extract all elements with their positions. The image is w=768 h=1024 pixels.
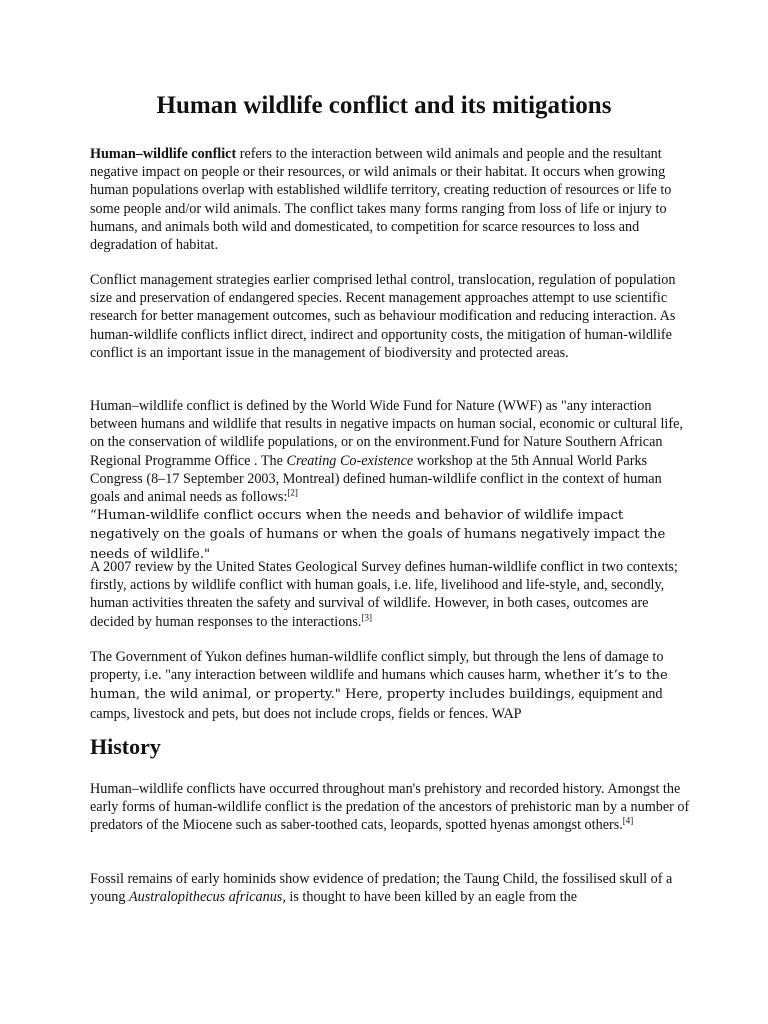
term-bold: Human–wildlife conflict [90, 146, 237, 162]
citation-4: [4] [622, 815, 634, 826]
yukon-paragraph [90, 648, 690, 723]
definition-text-a: Human–wildlife conflict is defined by the World Wide Fund for Nature (WWF) as "any interaction between humans and wildlife that results in negative impacts on human social, economic or cultural life, on the conservation of wildlife populations, or on the environment.Fund for Nature Southern African Regional Programme Office . The [90, 398, 683, 469]
citation-3: [3] [361, 611, 372, 622]
yukon-text-a: The Government of Yukon defines human-wildlife conflict simply, but through the lens of damage to property, i.e. "any interaction between wildlife and humans which causes harm, [90, 649, 664, 684]
species-name: Australopithecus africanus [129, 889, 283, 906]
fossil-paragraph [90, 870, 690, 906]
definition-text-b: workshop at the 5th Annual World Parks Congress (8–17 September 2003, Montreal) defined human-wildlife conflict in the context of human goals and animal needs as follows: [90, 452, 662, 506]
workshop-title: Creating Co-existence [286, 452, 414, 469]
definition-paragraph [90, 397, 690, 564]
fossil-text-b: , is thought to have been killed by an eagle from the [282, 889, 578, 906]
history-text: Human–wildlife conflicts have occurred throughout man's prehistory and recorded history. Amongst the early forms of human-wildlife conflict is the predation of the ancestors of prehistoric man by a number of predators of the Miocene such as saber-toothed cats, leopards, spotted hyenas amongst others. [90, 781, 690, 834]
usgs-paragraph [90, 558, 690, 631]
fossil-text-a: Fossil remains of early hominids show evidence of predation; the Taung Child, the fossilised skull of a young [90, 871, 673, 906]
yukon-text-b: whether it’s to the human, the wild animal, or property." Here, property includes buildings, [90, 668, 668, 703]
intro-text: refers to the interaction between wild animals and people and the resultant negative impact on people or their resources, or wild animals or their habitat. It occurs when growing human populations overlap with established wildlife territory, creating reduction of resources or life to some people and/or wild animals. The conflict takes many forms ranging from loss of life or injury to humans, and animals both wild and domesticated, to competition for scarce resources to loss and degradation of habitat. [90, 146, 672, 254]
citation-2: [2] [287, 487, 298, 498]
management-paragraph: Conflict management strategies earlier comprised lethal control, translocation, regulation of population size and preservation of endangered species. Recent management approaches attempt to use scientific research for better management outcomes, such as behaviour modification and reducing interaction. As human-wildlife conflicts inflict direct, indirect and opportunity costs, the mitigation of human-wildlife conflict is an important issue in the management of biodiversity and protected areas. [90, 272, 676, 361]
usgs-text: A 2007 review by the United States Geological Survey defines human-wildlife conflict in two contexts; firstly, actions by wildlife conflict with human goals, i.e. life, livelihood and life-style, and, secondly, human activities threaten the safety and survival of wildlife. However, in both cases, outcomes are decided by human responses to the interactions. [90, 559, 678, 630]
intro-paragraph [90, 145, 690, 254]
definition-quote: “Human-wildlife conflict occurs when the needs and behavior of wildlife impact negatively on the goals of humans or when the goals of humans negatively impact the needs of wildlife." [90, 508, 666, 562]
yukon-text-c: equipment and camps, livestock and pets, but does not include crops, fields or fences. WAP [90, 686, 663, 722]
page-title: Human wildlife conflict and its mitigations [156, 92, 612, 119]
history-paragraph [90, 780, 690, 835]
history-heading: History [90, 734, 161, 759]
